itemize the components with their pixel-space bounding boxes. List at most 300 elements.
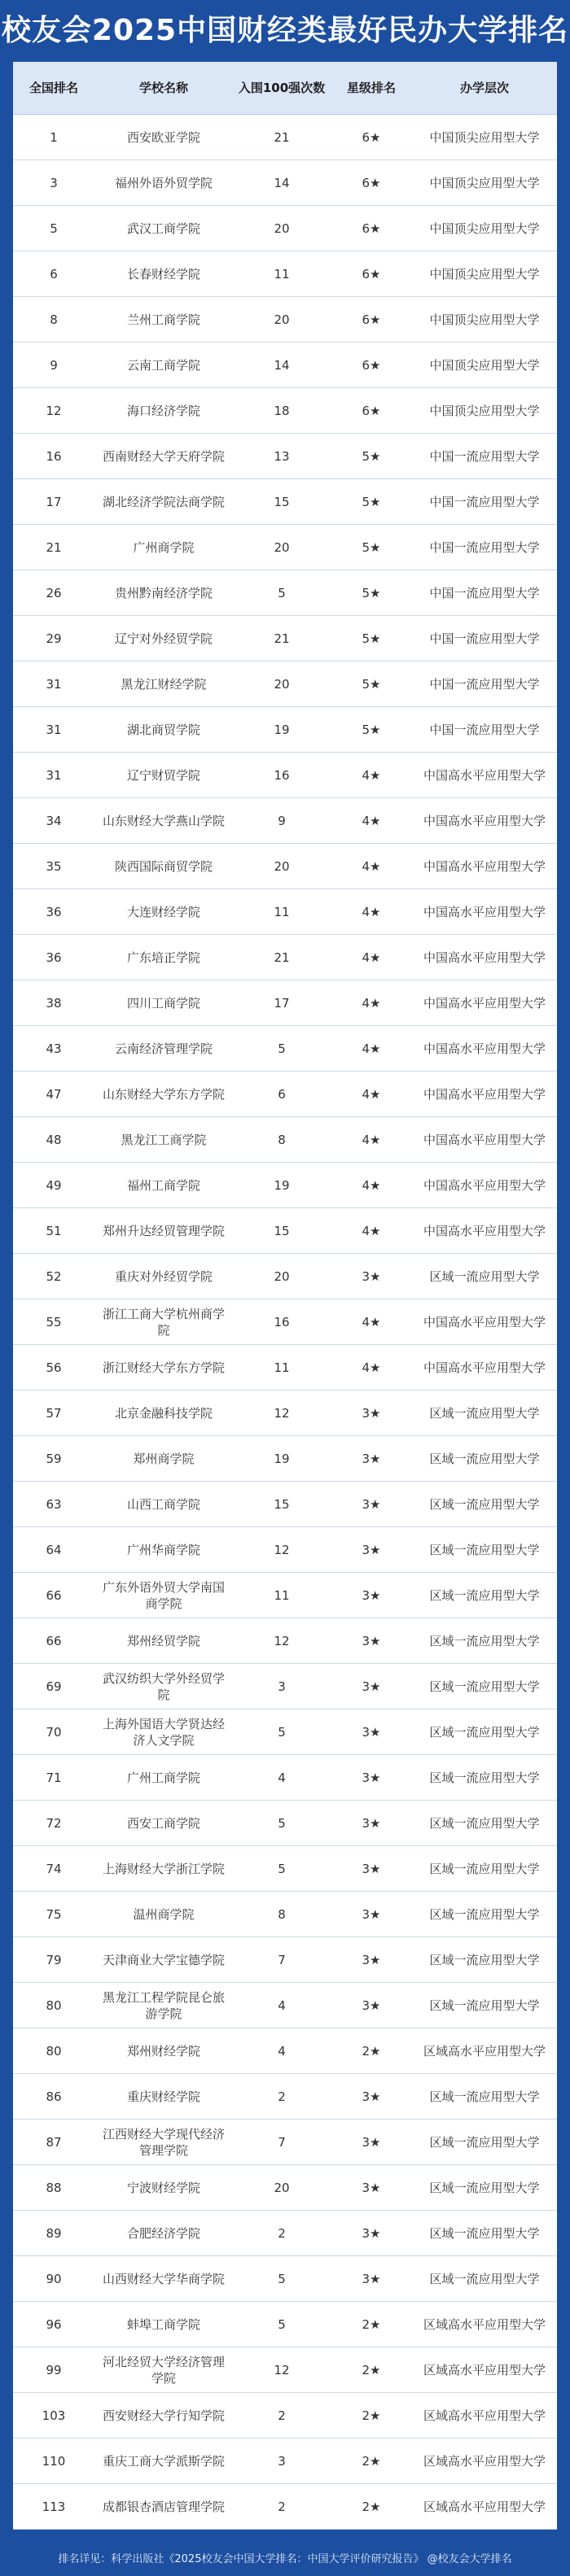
rank-cell: 66 bbox=[46, 1587, 62, 1603]
top100-count-cell: 20 bbox=[274, 676, 290, 692]
table-row bbox=[13, 1846, 557, 1892]
top100-count-cell: 14 bbox=[274, 357, 290, 373]
level-cell: 中国一流应用型大学 bbox=[429, 539, 540, 555]
table-header bbox=[13, 62, 557, 115]
table-row bbox=[13, 2028, 557, 2074]
table-row bbox=[13, 2074, 557, 2120]
school-name-cell: 上海外国语大学贤达经济人文学院 bbox=[102, 1716, 225, 1748]
table-row bbox=[13, 1482, 557, 1527]
table-row bbox=[13, 2165, 557, 2211]
rank-cell: 75 bbox=[46, 1906, 62, 1922]
star-rank-cell: 5★ bbox=[362, 539, 381, 555]
star-rank-cell: 2★ bbox=[362, 2408, 381, 2423]
rank-cell: 16 bbox=[46, 448, 62, 464]
star-rank-cell: 3★ bbox=[362, 1770, 381, 1785]
rank-cell: 66 bbox=[46, 1633, 62, 1648]
star-rank-cell: 6★ bbox=[362, 403, 381, 418]
star-rank-cell: 6★ bbox=[362, 220, 381, 236]
level-cell: 中国顶尖应用型大学 bbox=[429, 175, 540, 190]
top100-count-cell: 5 bbox=[278, 1041, 286, 1056]
school-name-cell: 陕西国际商贸学院 bbox=[114, 858, 213, 874]
star-rank-cell: 4★ bbox=[362, 1360, 381, 1375]
level-cell: 区域一流应用型大学 bbox=[429, 2089, 540, 2104]
top100-count-cell: 5 bbox=[278, 585, 286, 600]
star-rank-cell: 6★ bbox=[362, 357, 381, 373]
level-cell: 区域高水平应用型大学 bbox=[423, 2316, 546, 2332]
school-name-cell: 云南经济管理学院 bbox=[114, 1041, 213, 1056]
school-name-cell: 郑州商学院 bbox=[133, 1451, 195, 1466]
ranking-table bbox=[13, 62, 557, 2530]
level-cell: 中国一流应用型大学 bbox=[429, 494, 540, 509]
table-row bbox=[13, 1527, 557, 1573]
table-row bbox=[13, 935, 557, 980]
star-rank-cell: 5★ bbox=[362, 494, 381, 509]
star-rank-cell: 3★ bbox=[362, 1496, 381, 1512]
table-row bbox=[13, 115, 557, 160]
star-rank-cell: 4★ bbox=[362, 813, 381, 828]
rank-cell: 90 bbox=[46, 2271, 62, 2286]
level-cell: 中国一流应用型大学 bbox=[429, 631, 540, 646]
rank-cell: 31 bbox=[46, 676, 62, 692]
star-rank-cell: 3★ bbox=[362, 1815, 381, 1831]
top100-count-cell: 6 bbox=[278, 1086, 286, 1102]
rank-cell: 1 bbox=[50, 129, 58, 145]
table-row bbox=[13, 2393, 557, 2438]
level-cell: 中国顶尖应用型大学 bbox=[429, 312, 540, 327]
rank-cell: 86 bbox=[46, 2089, 62, 2104]
level-cell: 中国高水平应用型大学 bbox=[423, 1132, 546, 1147]
rank-cell: 3 bbox=[50, 175, 58, 190]
star-rank-cell: 6★ bbox=[362, 266, 381, 282]
rank-cell: 29 bbox=[46, 631, 62, 646]
level-cell: 中国高水平应用型大学 bbox=[423, 995, 546, 1011]
rank-cell: 52 bbox=[46, 1268, 62, 1284]
rank-cell: 64 bbox=[46, 1542, 62, 1557]
level-cell: 区域一流应用型大学 bbox=[429, 1861, 540, 1876]
level-cell: 中国顶尖应用型大学 bbox=[429, 403, 540, 418]
top100-count-cell: 5 bbox=[278, 1861, 286, 1876]
rank-cell: 80 bbox=[46, 1997, 62, 2013]
school-name-cell: 西安工商学院 bbox=[126, 1815, 200, 1831]
top100-count-cell: 16 bbox=[274, 1314, 290, 1329]
header-school: 学校名称 bbox=[138, 81, 188, 95]
level-cell: 区域一流应用型大学 bbox=[429, 1405, 540, 1421]
level-cell: 区域一流应用型大学 bbox=[429, 2180, 540, 2195]
level-cell: 中国顶尖应用型大学 bbox=[429, 357, 540, 373]
table-row bbox=[13, 1299, 557, 1345]
star-rank-cell: 5★ bbox=[362, 585, 381, 600]
top100-count-cell: 19 bbox=[274, 1451, 290, 1466]
table-row bbox=[13, 297, 557, 343]
school-name-cell: 郑州财经学院 bbox=[126, 2043, 200, 2059]
star-rank-cell: 5★ bbox=[362, 676, 381, 692]
level-cell: 中国高水平应用型大学 bbox=[423, 950, 546, 965]
star-rank-cell: 3★ bbox=[362, 1405, 381, 1421]
table-row bbox=[13, 1755, 557, 1801]
table-row bbox=[13, 798, 557, 844]
table-row bbox=[13, 1208, 557, 1254]
star-rank-cell: 3★ bbox=[362, 1679, 381, 1694]
school-name-cell: 辽宁财贸学院 bbox=[126, 767, 200, 783]
school-name-cell: 黑龙江工商学院 bbox=[121, 1132, 207, 1147]
star-rank-cell: 2★ bbox=[362, 2043, 381, 2059]
level-cell: 中国一流应用型大学 bbox=[429, 722, 540, 737]
school-name-cell: 温州商学院 bbox=[133, 1906, 195, 1922]
star-rank-cell: 3★ bbox=[362, 2271, 381, 2286]
school-name-cell: 黑龙江工程学院昆仑旅游学院 bbox=[102, 1989, 225, 2021]
level-cell: 区域一流应用型大学 bbox=[429, 1724, 540, 1740]
rank-cell: 43 bbox=[46, 1041, 62, 1056]
school-name-cell: 兰州工商学院 bbox=[126, 312, 200, 327]
school-name-cell: 上海财经大学浙江学院 bbox=[102, 1861, 225, 1876]
star-rank-cell: 2★ bbox=[362, 2362, 381, 2377]
rank-cell: 26 bbox=[46, 585, 62, 600]
rank-cell: 59 bbox=[46, 1451, 62, 1466]
level-cell: 区域一流应用型大学 bbox=[429, 2134, 540, 2150]
level-cell: 区域一流应用型大学 bbox=[429, 1451, 540, 1466]
top100-count-cell: 4 bbox=[278, 1770, 286, 1785]
table-row bbox=[13, 570, 557, 616]
table-row bbox=[13, 206, 557, 251]
school-name-cell: 湖北商贸学院 bbox=[126, 722, 200, 737]
school-name-cell: 湖北经济学院法商学院 bbox=[102, 494, 225, 509]
rank-cell: 51 bbox=[46, 1223, 62, 1238]
table-row bbox=[13, 2211, 557, 2256]
top100-count-cell: 11 bbox=[274, 1587, 290, 1603]
top100-count-cell: 15 bbox=[274, 494, 290, 509]
table-row bbox=[13, 1345, 557, 1391]
level-cell: 区域一流应用型大学 bbox=[429, 1496, 540, 1512]
level-cell: 中国一流应用型大学 bbox=[429, 676, 540, 692]
star-rank-cell: 3★ bbox=[362, 1724, 381, 1740]
top100-count-cell: 17 bbox=[274, 995, 290, 1011]
top100-count-cell: 2 bbox=[278, 2408, 286, 2423]
rank-cell: 96 bbox=[46, 2316, 62, 2332]
top100-count-cell: 15 bbox=[274, 1223, 290, 1238]
star-rank-cell: 4★ bbox=[362, 1177, 381, 1193]
table-row bbox=[13, 616, 557, 661]
school-name-cell: 广州华商学院 bbox=[126, 1542, 200, 1557]
star-rank-cell: 5★ bbox=[362, 722, 381, 737]
level-cell: 区域一流应用型大学 bbox=[429, 2271, 540, 2286]
table-row bbox=[13, 1436, 557, 1482]
level-cell: 中国高水平应用型大学 bbox=[423, 904, 546, 919]
header-star-rank: 星级排名 bbox=[346, 81, 396, 95]
level-cell: 区域一流应用型大学 bbox=[429, 1633, 540, 1648]
level-cell: 中国高水平应用型大学 bbox=[423, 1177, 546, 1193]
rank-cell: 36 bbox=[46, 904, 62, 919]
top100-count-cell: 8 bbox=[278, 1906, 286, 1922]
rank-cell: 48 bbox=[46, 1132, 62, 1147]
school-name-cell: 合肥经济学院 bbox=[126, 2225, 200, 2241]
star-rank-cell: 3★ bbox=[362, 2180, 381, 2195]
school-name-cell: 贵州黔南经济学院 bbox=[114, 585, 213, 600]
star-rank-cell: 6★ bbox=[362, 129, 381, 145]
table-row bbox=[13, 1801, 557, 1846]
school-name-cell: 辽宁对外经贸学院 bbox=[114, 631, 213, 646]
rank-cell: 12 bbox=[46, 403, 62, 418]
table-row bbox=[13, 1892, 557, 1937]
rank-cell: 35 bbox=[46, 858, 62, 874]
level-cell: 区域一流应用型大学 bbox=[429, 1542, 540, 1557]
table-row bbox=[13, 844, 557, 889]
school-name-cell: 浙江财经大学东方学院 bbox=[102, 1360, 225, 1375]
table-row bbox=[13, 1117, 557, 1163]
top100-count-cell: 11 bbox=[274, 904, 290, 919]
table-row bbox=[13, 1937, 557, 1983]
top100-count-cell: 18 bbox=[274, 403, 290, 418]
school-name-cell: 重庆财经学院 bbox=[126, 2089, 200, 2104]
school-name-cell: 郑州经贸学院 bbox=[126, 1633, 200, 1648]
school-name-cell: 江西财经大学现代经济管理学院 bbox=[102, 2126, 225, 2158]
top100-count-cell: 2 bbox=[278, 2499, 286, 2514]
rank-cell: 72 bbox=[46, 1815, 62, 1831]
star-rank-cell: 2★ bbox=[362, 2316, 381, 2332]
top100-count-cell: 21 bbox=[274, 129, 290, 145]
star-rank-cell: 3★ bbox=[362, 1451, 381, 1466]
school-name-cell: 西安财经大学行知学院 bbox=[102, 2408, 225, 2423]
rank-cell: 8 bbox=[50, 312, 58, 327]
star-rank-cell: 5★ bbox=[362, 631, 381, 646]
level-cell: 中国高水平应用型大学 bbox=[423, 1223, 546, 1238]
level-cell: 区域高水平应用型大学 bbox=[423, 2499, 546, 2514]
table-row bbox=[13, 661, 557, 707]
table-row bbox=[13, 1026, 557, 1072]
rank-cell: 70 bbox=[46, 1724, 62, 1740]
level-cell: 区域一流应用型大学 bbox=[429, 1268, 540, 1284]
school-name-cell: 武汉纺织大学外经贸学院 bbox=[102, 1670, 225, 1702]
school-name-cell: 广东外语外贸大学南国商学院 bbox=[102, 1579, 225, 1611]
school-name-cell: 广州工商学院 bbox=[126, 1770, 200, 1785]
table-row bbox=[13, 388, 557, 434]
level-cell: 区域一流应用型大学 bbox=[429, 1952, 540, 1967]
table-row bbox=[13, 343, 557, 388]
school-name-cell: 蚌埠工商学院 bbox=[126, 2316, 200, 2332]
level-cell: 中国顶尖应用型大学 bbox=[429, 129, 540, 145]
level-cell: 中国高水平应用型大学 bbox=[423, 1314, 546, 1329]
rank-cell: 17 bbox=[46, 494, 62, 509]
star-rank-cell: 3★ bbox=[362, 2134, 381, 2150]
table-row bbox=[13, 889, 557, 935]
star-rank-cell: 3★ bbox=[362, 1268, 381, 1284]
top100-count-cell: 2 bbox=[278, 2225, 286, 2241]
star-rank-cell: 4★ bbox=[362, 1132, 381, 1147]
school-name-cell: 四川工商学院 bbox=[126, 995, 200, 1011]
top100-count-cell: 8 bbox=[278, 1132, 286, 1147]
top100-count-cell: 3 bbox=[278, 1679, 286, 1694]
school-name-cell: 山西财经大学华商学院 bbox=[102, 2271, 225, 2286]
table-row bbox=[13, 1573, 557, 1618]
top100-count-cell: 21 bbox=[274, 950, 290, 965]
top100-count-cell: 12 bbox=[274, 1633, 290, 1648]
rank-cell: 99 bbox=[46, 2362, 62, 2377]
top100-count-cell: 7 bbox=[278, 2134, 286, 2150]
level-cell: 中国高水平应用型大学 bbox=[423, 767, 546, 783]
level-cell: 中国顶尖应用型大学 bbox=[429, 220, 540, 236]
school-name-cell: 成都银杏酒店管理学院 bbox=[102, 2499, 225, 2514]
top100-count-cell: 13 bbox=[274, 448, 290, 464]
top100-count-cell: 20 bbox=[274, 312, 290, 327]
school-name-cell: 海口经济学院 bbox=[126, 403, 200, 418]
rank-cell: 80 bbox=[46, 2043, 62, 2059]
star-rank-cell: 3★ bbox=[362, 1861, 381, 1876]
star-rank-cell: 4★ bbox=[362, 1041, 381, 1056]
rank-cell: 55 bbox=[46, 1314, 62, 1329]
level-cell: 中国高水平应用型大学 bbox=[423, 858, 546, 874]
school-name-cell: 广东培正学院 bbox=[126, 950, 200, 965]
star-rank-cell: 3★ bbox=[362, 1906, 381, 1922]
top100-count-cell: 15 bbox=[274, 1496, 290, 1512]
star-rank-cell: 3★ bbox=[362, 1952, 381, 1967]
rank-cell: 103 bbox=[42, 2408, 66, 2423]
rank-cell: 9 bbox=[50, 357, 58, 373]
table-row bbox=[13, 2120, 557, 2165]
table-row bbox=[13, 2302, 557, 2347]
table-row bbox=[13, 160, 557, 206]
top100-count-cell: 12 bbox=[274, 2362, 290, 2377]
top100-count-cell: 20 bbox=[274, 539, 290, 555]
rank-cell: 63 bbox=[46, 1496, 62, 1512]
table-row bbox=[13, 1618, 557, 1664]
level-cell: 中国一流应用型大学 bbox=[429, 585, 540, 600]
rank-cell: 6 bbox=[50, 266, 58, 282]
top100-count-cell: 7 bbox=[278, 1952, 286, 1967]
school-name-cell: 重庆工商大学派斯学院 bbox=[102, 2453, 225, 2469]
level-cell: 区域一流应用型大学 bbox=[429, 1587, 540, 1603]
star-rank-cell: 3★ bbox=[362, 1997, 381, 2013]
school-name-cell: 天津商业大学宝德学院 bbox=[102, 1952, 225, 1967]
star-rank-cell: 3★ bbox=[362, 2225, 381, 2241]
top100-count-cell: 20 bbox=[274, 858, 290, 874]
school-name-cell: 宁波财经学院 bbox=[126, 2180, 200, 2195]
rank-cell: 38 bbox=[46, 995, 62, 1011]
page-title: 校友会2025中国财经类最好民办大学排名 bbox=[1, 14, 569, 47]
top100-count-cell: 5 bbox=[278, 2271, 286, 2286]
top100-count-cell: 20 bbox=[274, 2180, 290, 2195]
rank-cell: 79 bbox=[46, 1952, 62, 1967]
school-name-cell: 福州工商学院 bbox=[126, 1177, 200, 1193]
top100-count-cell: 19 bbox=[274, 1177, 290, 1193]
star-rank-cell: 3★ bbox=[362, 1587, 381, 1603]
school-name-cell: 浙江工商大学杭州商学院 bbox=[102, 1306, 225, 1338]
rank-cell: 5 bbox=[50, 220, 58, 236]
table-row bbox=[13, 2256, 557, 2302]
level-cell: 区域一流应用型大学 bbox=[429, 2225, 540, 2241]
star-rank-cell: 4★ bbox=[362, 1086, 381, 1102]
school-name-cell: 河北经贸大学经济管理学院 bbox=[102, 2354, 225, 2386]
rank-cell: 31 bbox=[46, 722, 62, 737]
school-name-cell: 云南工商学院 bbox=[126, 357, 200, 373]
level-cell: 区域一流应用型大学 bbox=[429, 1815, 540, 1831]
star-rank-cell: 4★ bbox=[362, 904, 381, 919]
school-name-cell: 黑龙江财经学院 bbox=[121, 676, 207, 692]
level-cell: 中国顶尖应用型大学 bbox=[429, 266, 540, 282]
top100-count-cell: 3 bbox=[278, 2453, 286, 2469]
level-cell: 区域一流应用型大学 bbox=[429, 1906, 540, 1922]
school-name-cell: 北京金融科技学院 bbox=[114, 1405, 213, 1421]
level-cell: 区域一流应用型大学 bbox=[429, 1997, 540, 2013]
table-row bbox=[13, 980, 557, 1026]
school-name-cell: 西南财经大学天府学院 bbox=[102, 448, 225, 464]
rank-cell: 36 bbox=[46, 950, 62, 965]
top100-count-cell: 2 bbox=[278, 2089, 286, 2104]
header-level: 办学层次 bbox=[459, 81, 509, 95]
level-cell: 区域高水平应用型大学 bbox=[423, 2362, 546, 2377]
star-rank-cell: 3★ bbox=[362, 1633, 381, 1648]
level-cell: 区域一流应用型大学 bbox=[429, 1770, 540, 1785]
table-row bbox=[13, 2438, 557, 2484]
star-rank-cell: 6★ bbox=[362, 175, 381, 190]
rank-cell: 71 bbox=[46, 1770, 62, 1785]
top100-count-cell: 20 bbox=[274, 1268, 290, 1284]
star-rank-cell: 2★ bbox=[362, 2453, 381, 2469]
top100-count-cell: 11 bbox=[274, 266, 290, 282]
source-footer: 排名详见：科学出版社《2025校友会中国大学排名：中国大学评价研究报告》 @校友会大学排名 bbox=[58, 2552, 512, 2565]
rank-cell: 74 bbox=[46, 1861, 62, 1876]
top100-count-cell: 19 bbox=[274, 722, 290, 737]
school-name-cell: 西安欧亚学院 bbox=[126, 129, 200, 145]
school-name-cell: 大连财经学院 bbox=[126, 904, 200, 919]
level-cell: 区域一流应用型大学 bbox=[429, 1679, 540, 1694]
school-name-cell: 广州商学院 bbox=[133, 539, 195, 555]
star-rank-cell: 4★ bbox=[362, 1314, 381, 1329]
school-name-cell: 山西工商学院 bbox=[126, 1496, 200, 1512]
star-rank-cell: 3★ bbox=[362, 1542, 381, 1557]
school-name-cell: 郑州升达经贸管理学院 bbox=[102, 1223, 225, 1238]
table-row bbox=[13, 525, 557, 570]
rank-cell: 21 bbox=[46, 539, 62, 555]
top100-count-cell: 5 bbox=[278, 2316, 286, 2332]
school-name-cell: 山东财经大学东方学院 bbox=[102, 1086, 225, 1102]
table-row bbox=[13, 1254, 557, 1299]
level-cell: 区域高水平应用型大学 bbox=[423, 2453, 546, 2469]
table-row bbox=[13, 1664, 557, 1709]
rank-cell: 56 bbox=[46, 1360, 62, 1375]
table-row bbox=[13, 1709, 557, 1755]
table-row bbox=[13, 479, 557, 525]
top100-count-cell: 5 bbox=[278, 1724, 286, 1740]
rank-cell: 113 bbox=[42, 2499, 66, 2514]
top100-count-cell: 12 bbox=[274, 1405, 290, 1421]
table-row bbox=[13, 2484, 557, 2530]
star-rank-cell: 4★ bbox=[362, 1223, 381, 1238]
rank-cell: 34 bbox=[46, 813, 62, 828]
level-cell: 中国高水平应用型大学 bbox=[423, 1041, 546, 1056]
star-rank-cell: 6★ bbox=[362, 312, 381, 327]
rank-cell: 31 bbox=[46, 767, 62, 783]
table-row bbox=[13, 1391, 557, 1436]
school-name-cell: 长春财经学院 bbox=[126, 266, 200, 282]
star-rank-cell: 4★ bbox=[362, 950, 381, 965]
rank-cell: 47 bbox=[46, 1086, 62, 1102]
level-cell: 中国一流应用型大学 bbox=[429, 448, 540, 464]
top100-count-cell: 21 bbox=[274, 631, 290, 646]
star-rank-cell: 5★ bbox=[362, 448, 381, 464]
table-row bbox=[13, 434, 557, 479]
star-rank-cell: 4★ bbox=[362, 767, 381, 783]
table-row bbox=[13, 707, 557, 753]
top100-count-cell: 9 bbox=[278, 813, 286, 828]
top100-count-cell: 4 bbox=[278, 2043, 286, 2059]
table-row bbox=[13, 251, 557, 297]
level-cell: 区域高水平应用型大学 bbox=[423, 2408, 546, 2423]
rank-cell: 69 bbox=[46, 1679, 62, 1694]
level-cell: 中国高水平应用型大学 bbox=[423, 1360, 546, 1375]
level-cell: 中国高水平应用型大学 bbox=[423, 813, 546, 828]
top100-count-cell: 12 bbox=[274, 1542, 290, 1557]
star-rank-cell: 3★ bbox=[362, 2089, 381, 2104]
star-rank-cell: 2★ bbox=[362, 2499, 381, 2514]
